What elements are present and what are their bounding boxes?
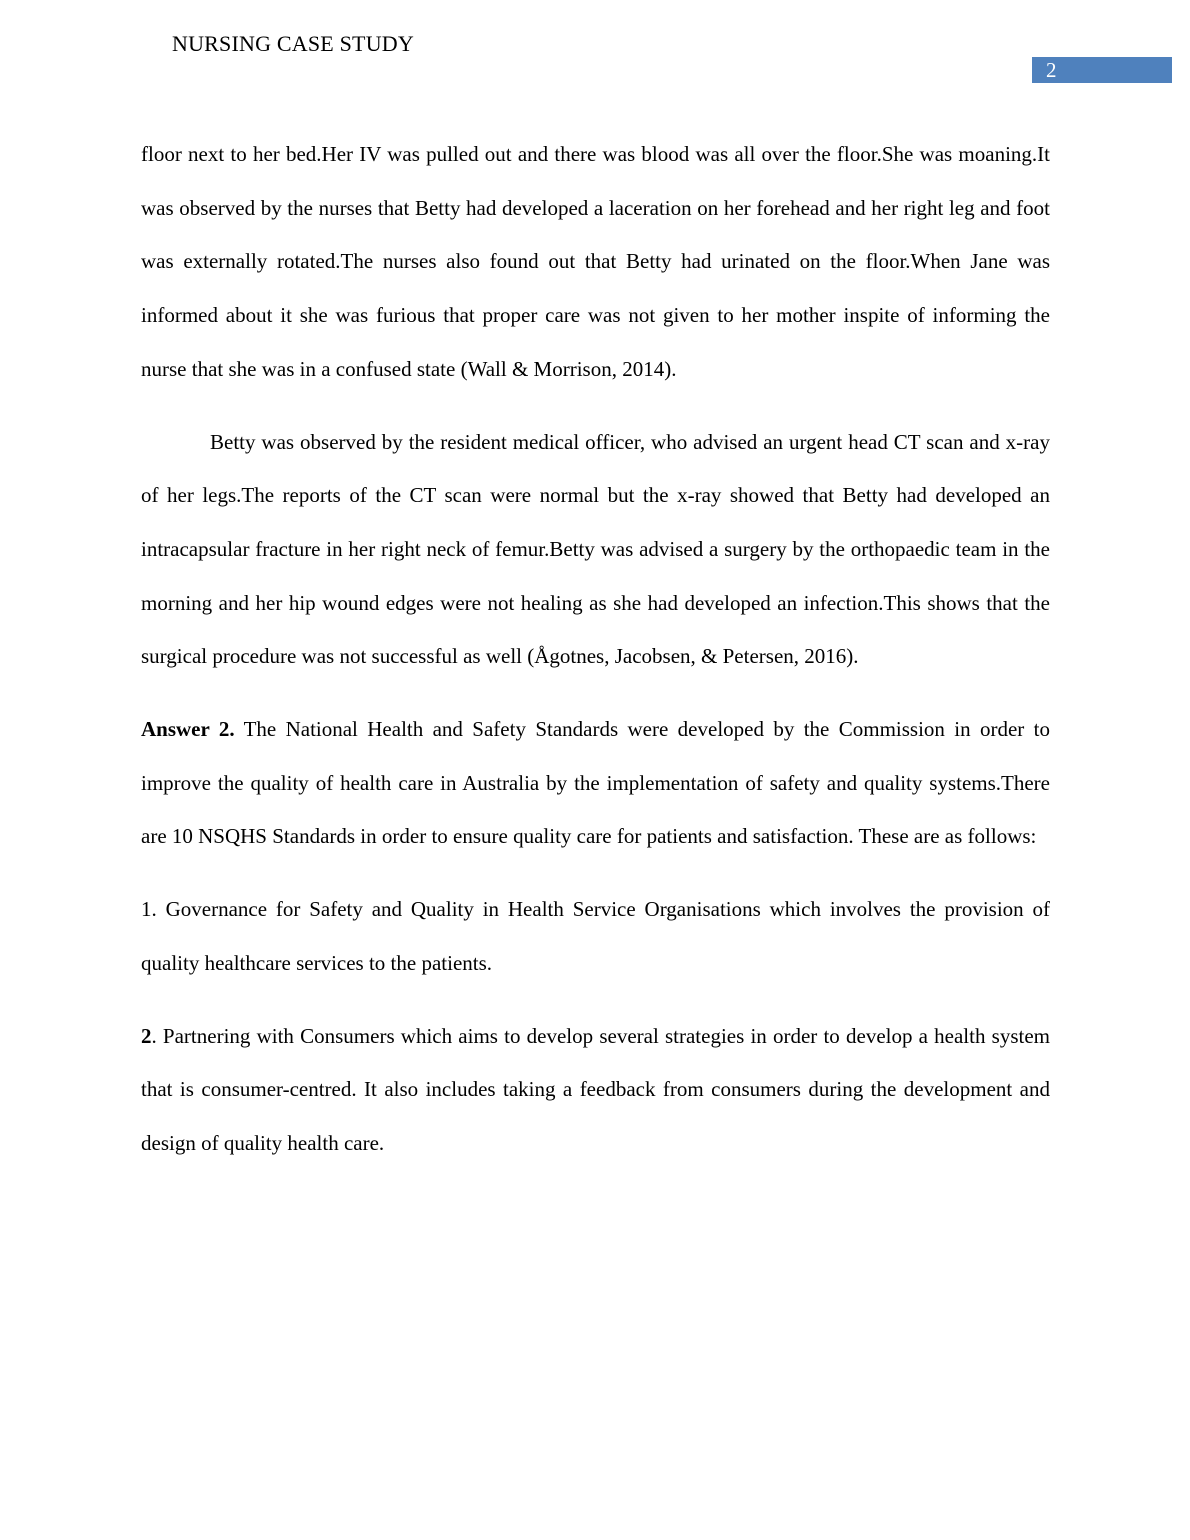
paragraph-answer-2 — [141, 703, 1050, 864]
answer-label: Answer 2. — [141, 717, 235, 742]
standard-item-2-text: . Partnering with Consumers which aims to develop several strategies in order to develop a health system that is consumer-centred. It also includes taking a feedback from consumers during the development and design of quality health care. — [141, 1023, 1050, 1155]
document-body — [141, 128, 1050, 1171]
answer-text: The National Health and Safety Standards were developed by the Commission in order to improve the quality of health care in Australia by the implementation of safety and quality systems.There are 10 NSQHS Standards in order to ensure quality care for patients and satisfaction. These are as follows: — [141, 717, 1051, 849]
standard-item-2-number: 2 — [141, 1023, 152, 1048]
running-head: NURSING CASE STUDY — [172, 31, 414, 56]
standard-item-1: 1. Governance for Safety and Quality in Health Service Organisations which involves the provision of quality healthcare services to the patients. — [141, 897, 1050, 975]
standard-item-2 — [141, 1010, 1050, 1171]
page-number-badge — [1032, 57, 1172, 83]
paragraph-medical-assessment: Betty was observed by the resident medical officer, who advised an urgent head CT scan and x-ray of her legs.The reports of the CT scan were normal but the x-ray showed that Betty had developed an intracapsular fracture in her right neck of femur.Betty was advised a surgery by the orthopaedic team in the morning and her hip wound edges were not healing as she had developed an infection.This shows that the surgical procedure was not successful as well (Ågotnes, Jacobsen, & Petersen, 2016). — [141, 429, 1050, 669]
paragraph-fall-incident: floor next to her bed.Her IV was pulled out and there was blood was all over the floor.She was moaning.It was observed by the nurses that Betty had developed a laceration on her forehead and her right leg and foot was externally rotated.The nurses also found out that Betty had urinated on the floor.When Jane was informed about it she was furious that proper care was not given to her mother inspite of informing the nurse that she was in a confused state (Wall & Morrison, 2014). — [141, 142, 1050, 381]
page-number: 2 — [1046, 58, 1057, 82]
